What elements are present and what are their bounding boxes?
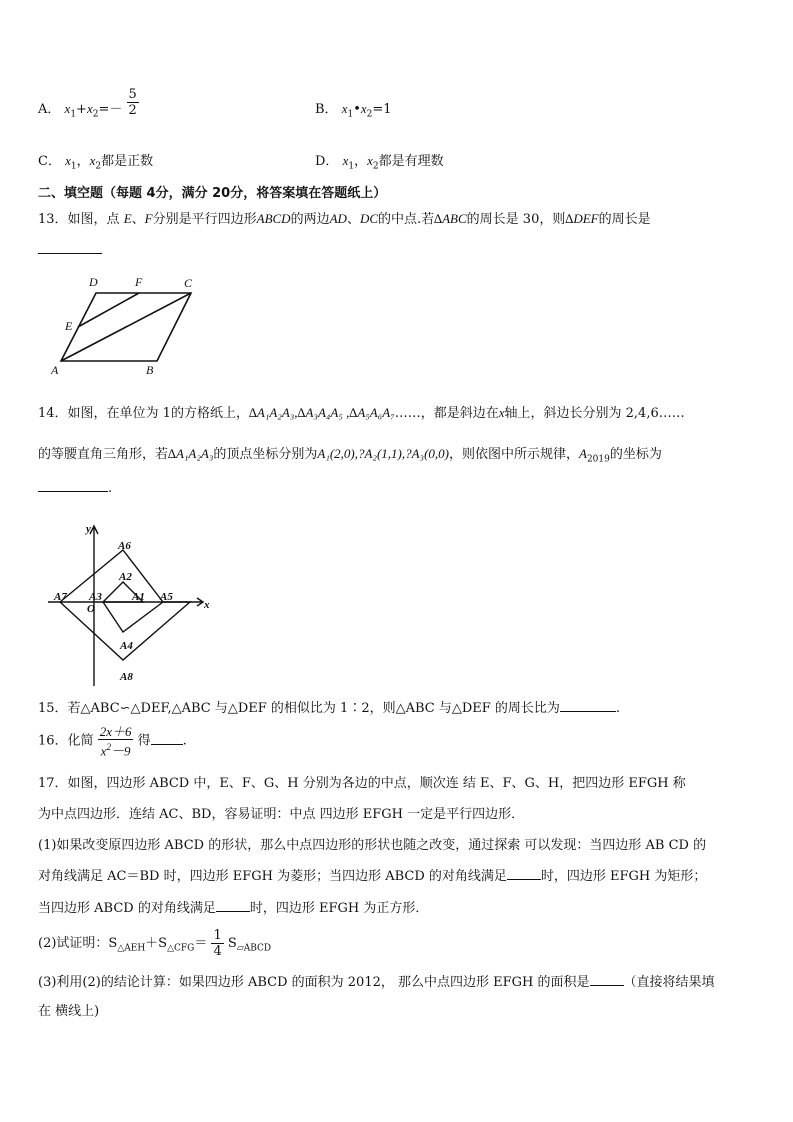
- den-rest: －9: [110, 743, 131, 759]
- rest: 都是正数: [101, 154, 154, 169]
- q17-line3: (1)如果改变原四边形 ABCD 的形状，那么中点四边形的形状也随之改变，通过探索 可以发现：当四边形 AB CD 的: [38, 838, 707, 853]
- text: 的中点.若: [378, 212, 435, 227]
- sup: 2: [106, 742, 111, 752]
- var-e: E: [123, 211, 132, 226]
- text: 的周长是 30，则: [466, 212, 566, 227]
- equals: ＝: [194, 936, 208, 951]
- denominator: 2: [128, 103, 137, 118]
- option-d: [315, 150, 444, 172]
- var-f: F: [144, 211, 153, 226]
- sub: 1: [70, 109, 77, 120]
- fraction-5-2: [127, 87, 139, 118]
- label-d: D: [89, 275, 98, 289]
- label-y: y: [86, 523, 91, 535]
- label-c: C: [184, 276, 193, 290]
- text: (3)利用(2)的结论计算：如果四边形 ABCD 的面积为 2012， 那么中点四边形 EFGH 的面积是: [38, 975, 590, 990]
- numerator: 5: [128, 87, 137, 102]
- comma: ，: [76, 154, 90, 169]
- label-a1: A1: [132, 591, 145, 603]
- q17-line1: 17．如图，四边形 ABCD 中，E、F、G、H 分别为各边的中点，顺次连 结 E、F、G、H，把四边形 EFGH 称: [38, 776, 686, 791]
- sub: ▱ABCD: [236, 943, 272, 954]
- q14-coordinate-figure: [40, 520, 230, 690]
- fraction-1-4: [211, 928, 223, 959]
- sub: 2: [95, 161, 102, 172]
- q15-text: [38, 697, 620, 716]
- var-dc: DC: [359, 211, 379, 226]
- label-f: F: [135, 275, 143, 289]
- answer-blank-13[interactable]: [38, 242, 102, 254]
- q17-line2: 为中点四边形．连结 AC、BD，容易证明：中点 四边形 EFGH 一定是平行四边形．: [38, 807, 525, 822]
- sub: 2: [372, 161, 379, 172]
- label-e: E: [65, 319, 73, 333]
- section-heading: 二、填空题（每题 4分，满分 20分，将答案填在答题纸上）: [38, 186, 387, 201]
- option-label: B．: [315, 102, 338, 117]
- answer-blank-16[interactable]: [151, 733, 183, 745]
- q16-text: [38, 724, 187, 758]
- q13-text: [38, 208, 651, 227]
- label-a8: A8: [120, 671, 133, 683]
- answer-blank-17-area[interactable]: [590, 974, 624, 986]
- text: 15．若△ABC∽△DEF,△ABC 与△DEF 的相似比为 1∶2，则△ABC 与△DEF 的周长比为: [38, 701, 560, 716]
- triangles: ∆A₁A₂A₃,∆A₃A₄A₅ ,∆A₅A₆A₇: [248, 405, 395, 420]
- q17-line7: [38, 971, 715, 990]
- option-label: C．: [38, 154, 61, 169]
- option-label: D．: [315, 154, 339, 169]
- text: ……，都是斜边在: [394, 406, 499, 421]
- var-a: A: [579, 446, 587, 461]
- text: ，则依图中所示规律，: [448, 447, 579, 462]
- text: 轴上，斜边长分别为 2,4,6……: [504, 406, 685, 421]
- period: .: [615, 701, 621, 716]
- var-ad: AD: [329, 211, 347, 226]
- answer-blank-17-square[interactable]: [216, 900, 250, 912]
- q17-line6: [38, 928, 271, 959]
- coordinates: A₁(2,0),?A₂(1,1),?A₃(0,0): [317, 446, 449, 461]
- plus: +: [76, 102, 87, 117]
- q17-line5: [38, 897, 428, 916]
- q14-line3: [38, 480, 112, 496]
- period: .: [108, 481, 113, 496]
- var-x2: x: [367, 153, 373, 168]
- text: 的等腰直角三角形，若: [38, 447, 169, 462]
- numerator: 1: [213, 928, 222, 943]
- diagonal-ac: [61, 293, 191, 361]
- sub: 1: [348, 161, 355, 172]
- sep: 、: [346, 212, 360, 227]
- rest: =1: [372, 102, 392, 117]
- numerator: 2x＋6: [99, 724, 132, 739]
- text: 的两边: [290, 212, 330, 227]
- var-x2: x: [89, 153, 96, 168]
- q13-parallelogram-figure: [44, 270, 204, 378]
- sub: 2: [366, 109, 373, 120]
- text: 分别是平行四边形: [152, 212, 257, 227]
- text: 的坐标为: [609, 447, 662, 462]
- q17-line4: [38, 865, 706, 884]
- text: 得: [137, 733, 151, 749]
- period: .: [182, 733, 187, 749]
- q14-line2: [38, 443, 662, 465]
- var-x1: x: [64, 101, 71, 116]
- option-a: [38, 87, 139, 120]
- var-x1: x: [342, 153, 349, 168]
- label-a2: A2: [119, 571, 132, 583]
- text: 时，四边形 EFGH 为矩形；: [540, 869, 707, 884]
- var-x1: x: [65, 153, 71, 168]
- sub: 1: [347, 109, 354, 120]
- fraction: [98, 724, 134, 758]
- plus: ＋S: [145, 936, 168, 951]
- text: 的周长是: [598, 212, 651, 227]
- label-a5: A5: [160, 591, 173, 603]
- label-a6: A6: [118, 540, 131, 552]
- sub: △CFG: [167, 943, 195, 954]
- triangle-abc: ∆ABC: [434, 211, 467, 226]
- denominator: [98, 740, 134, 758]
- text: 的顶点坐标分别为: [213, 447, 318, 462]
- text: 13．如图，点: [38, 212, 120, 227]
- label-a4: A4: [120, 640, 133, 652]
- triangle-a1a2a3: ∆A₁A₂A₃: [168, 446, 214, 461]
- var-abcd: ABCD: [256, 211, 291, 226]
- sub: △AEH: [117, 943, 146, 954]
- q17-line8: 在 横线上): [38, 1004, 100, 1019]
- denominator: 4: [213, 944, 222, 959]
- label-b: B: [146, 363, 154, 377]
- var-x: x: [498, 405, 505, 420]
- sub: 1: [70, 161, 77, 172]
- answer-blank-15[interactable]: [560, 700, 616, 712]
- text: S: [227, 936, 237, 951]
- equals: =－: [98, 102, 123, 117]
- var-x: x: [100, 743, 107, 759]
- label-a3: A3: [89, 591, 102, 603]
- q14-line1: [38, 402, 685, 421]
- label-a7: A7: [54, 591, 67, 603]
- text: (2)试证明：S: [38, 936, 118, 951]
- option-b: [315, 98, 392, 120]
- text: （直接将结果填: [623, 975, 715, 990]
- text: 对角线满足 AC＝BD 时，四边形 EFGH 为菱形；当四边形 ABCD 的对角线满足: [38, 869, 507, 884]
- text: 16．化简: [38, 733, 94, 749]
- var-x2: x: [86, 101, 93, 116]
- text: 时，四边形 EFGH 为正方形．: [249, 901, 429, 916]
- option-c: [38, 150, 153, 172]
- label-o: O: [87, 603, 95, 615]
- sub: 2: [92, 109, 99, 120]
- text: 14．如图，在单位为 1的方格纸上，: [38, 406, 249, 421]
- text: 当四边形 ABCD 的对角线满足: [38, 901, 216, 916]
- rest: 都是有理数: [378, 154, 444, 169]
- comma: ，: [354, 154, 368, 169]
- answer-blank-17-rect[interactable]: [507, 868, 541, 880]
- triangle-a3a4a5: [103, 602, 163, 632]
- sep: 、: [131, 212, 145, 227]
- label-a: A: [51, 363, 59, 377]
- answer-blank-14[interactable]: [38, 480, 108, 492]
- dot: •: [353, 102, 361, 117]
- option-label: A．: [38, 102, 61, 117]
- sub: 2019: [586, 454, 610, 465]
- var-x2: x: [360, 101, 367, 116]
- label-x: x: [204, 599, 210, 611]
- triangle-def: ∆DEF: [565, 211, 599, 226]
- var-x1: x: [341, 101, 348, 116]
